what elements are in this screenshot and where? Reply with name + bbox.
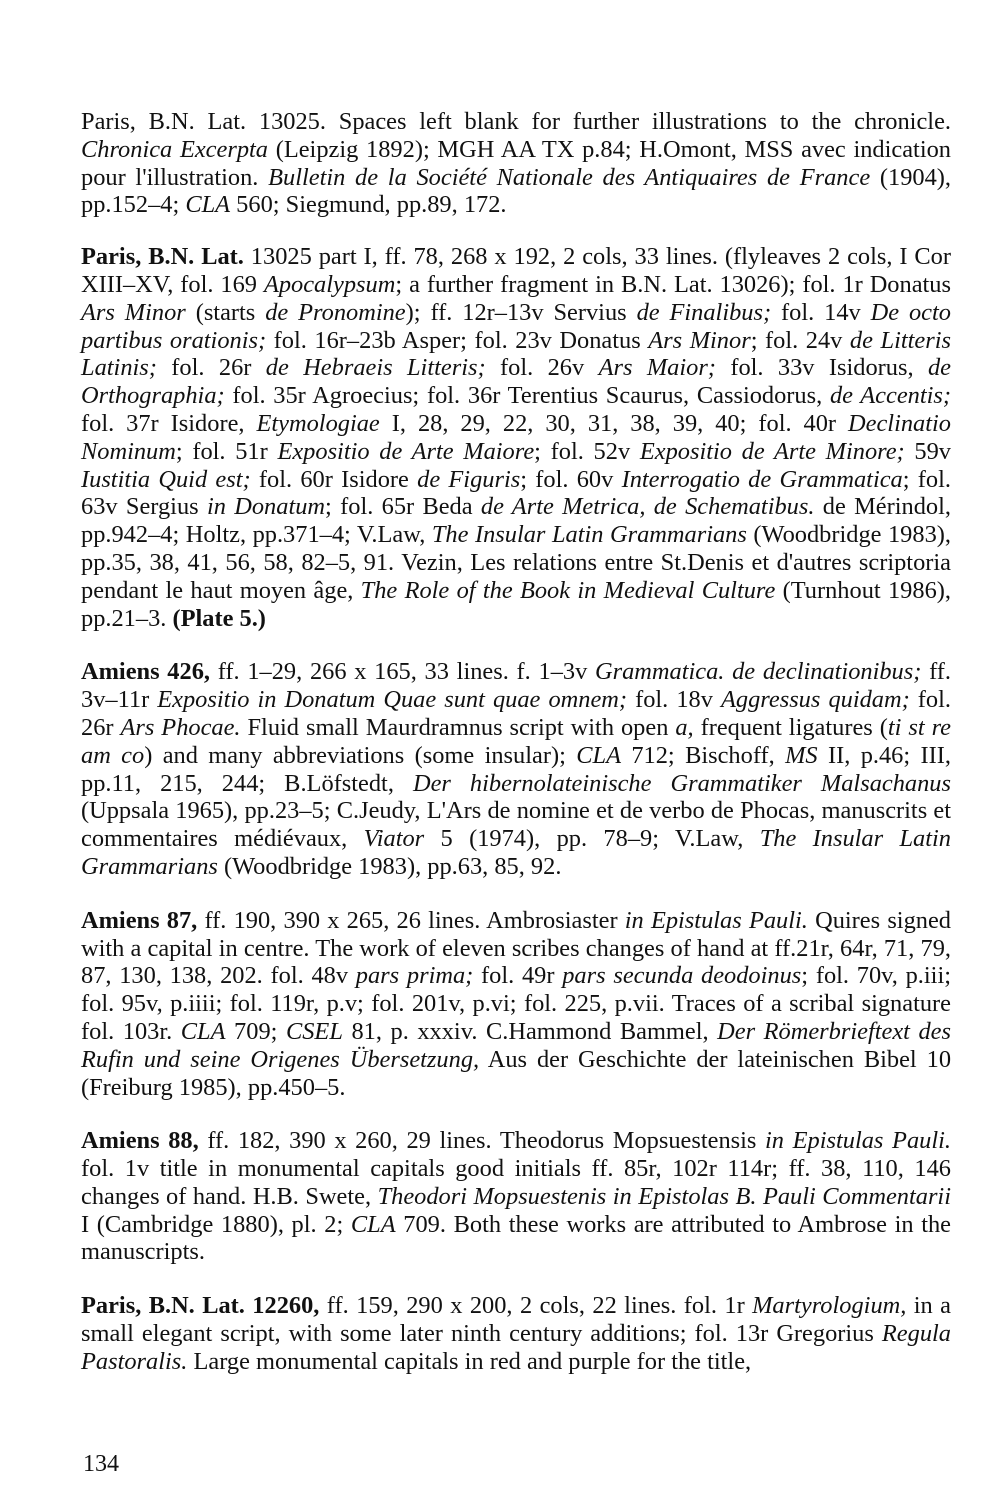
italic-title: de Arte Metrica, de Schematibus. bbox=[480, 493, 815, 521]
italic-title: Expositio in Donatum Quae sunt quae omnem; bbox=[157, 686, 628, 714]
entry-amiens-88 bbox=[81, 1127, 951, 1266]
italic-title: The Insular Latin Grammarians bbox=[81, 825, 951, 880]
entry-text: ; fol. 65r Beda bbox=[325, 493, 481, 521]
entry-text: (1904), pp.152–4; bbox=[81, 163, 951, 219]
entry-text: II, p.46; III, pp.11, 215, 244; B.Löfstedt, bbox=[81, 741, 951, 797]
italic-title: Viator bbox=[363, 825, 425, 853]
entry-text: Aus der Geschichte der lateinischen Bibel 10 (Freiburg 1985), pp.450–5. bbox=[81, 1045, 952, 1101]
entry-text: I, 28, 29, 22, 30, 31, 38, 39, 40; fol. 40r bbox=[379, 409, 849, 437]
entry-text: ff. 190, 390 x 265, 26 lines. Ambrosiaster bbox=[197, 906, 625, 934]
entry-text: I (Cambridge 1880), pl. 2; bbox=[81, 1210, 351, 1238]
italic-title: de Finalibus; bbox=[636, 298, 772, 326]
italic-title: Interrogatio de Grammatica bbox=[621, 465, 903, 493]
entry-text: fol. 37r Isidore, bbox=[81, 409, 257, 437]
italic-title: de Pronomine bbox=[265, 298, 406, 326]
shelfmark: Amiens 426, bbox=[81, 658, 210, 686]
entry-text: ff. 1–29, 266 x 165, 33 lines. f. 1–3v bbox=[210, 658, 595, 686]
italic-title: pars secunda deodoinus bbox=[562, 962, 802, 990]
italic-title: pars prima; bbox=[355, 962, 474, 990]
entry-text: 560; Siegmund, pp.89, 172. bbox=[230, 191, 507, 219]
entry-text: in a small elegant script, with some later ninth century additions; fol. 13r Gregorius bbox=[81, 1292, 951, 1348]
entry-text: (Turnhout 1986), pp.21–3. bbox=[81, 576, 951, 632]
italic-title: Ars Minor bbox=[648, 326, 751, 354]
entry-text: ; a further fragment in B.N. Lat. 13026); fol. 1r Donatus bbox=[395, 270, 951, 298]
entry-text: frequent ligatures ( bbox=[693, 713, 888, 741]
entry-text: ); ff. 12r–13v Servius bbox=[405, 298, 637, 326]
italic-title: Martyrologium, bbox=[752, 1292, 907, 1320]
entry-text: ff. 182, 390 x 260, 29 lines. Theodorus Mopsuestensis bbox=[198, 1127, 766, 1155]
entry-text: fol. 14v bbox=[771, 298, 871, 326]
entry-text: fol. 26r bbox=[81, 686, 951, 741]
entry-text: ; fol. 24v bbox=[750, 326, 850, 354]
entry-text: fol. 35r Agroecius; fol. 36r Terentius Scaurus, Cassiodorus, bbox=[224, 382, 830, 410]
italic-title: Ars Maior; bbox=[598, 354, 716, 382]
entry-text: ; fol. 60v bbox=[520, 465, 622, 493]
entry-text: ; fol. 63v Sergius bbox=[81, 465, 951, 521]
italic-title: Theodori Mopsuestenis in Epistolas B. Pauli Commentarii bbox=[377, 1182, 951, 1210]
italic-title: CLA bbox=[350, 1210, 396, 1238]
italic-title: ti st re am co bbox=[81, 713, 951, 769]
italic-title: de Litteris Latinis; bbox=[81, 326, 951, 382]
italic-title: Chronica Excerpta bbox=[81, 135, 268, 163]
entry-text: fol. 18v bbox=[627, 686, 721, 714]
italic-title: The Role of the Book in Medieval Culture bbox=[360, 576, 776, 604]
italic-title: in Epistulas Pauli. bbox=[624, 906, 808, 934]
entry-text: Paris, B.N. Lat. 13025. Spaces left blank for further illustrations to the chronicle. bbox=[81, 108, 951, 135]
entry-paris-13025 bbox=[81, 108, 951, 219]
italic-title: Etymologiae bbox=[256, 409, 380, 437]
entry-paris-13025-part-i bbox=[81, 243, 951, 632]
entry-text: fol. 26r bbox=[156, 354, 266, 382]
entry-text: 5 (1974), pp. 78–9; V.Law, bbox=[424, 825, 760, 853]
italic-title: Grammatica. de declinationibus; bbox=[595, 658, 922, 686]
entry-amiens-426 bbox=[81, 658, 951, 880]
entry-text: ) and many abbreviations (some insular); bbox=[144, 741, 577, 769]
shelfmark: Amiens 88, bbox=[81, 1127, 199, 1155]
entry-text: (starts bbox=[185, 298, 266, 326]
italic-title: de Figuris bbox=[417, 465, 521, 493]
entry-paris-12260 bbox=[81, 1292, 951, 1375]
italic-title: Der hibernolateinische Grammatiker Malsachanus bbox=[412, 769, 951, 797]
entry-text: fol. 60r Isidore bbox=[250, 465, 418, 493]
italic-title: Aggressus quidam; bbox=[721, 686, 910, 714]
entry-text: (Uppsala 1965), pp.23–5; C.Jeudy, L'Ars de nomine et de verbo de Phocas, manuscrits et commentaires médiévaux, bbox=[81, 797, 951, 853]
entry-text: (Woodbridge 1983), pp.63, 85, 92. bbox=[217, 852, 562, 880]
entry-text: fol. 1v title in monumental capitals good initials ff. 85r, 102r 114r; ff. 38, 110, 146 changes of hand. H.B. Swete, bbox=[81, 1155, 951, 1210]
italic-title: Iustitia Quid est; bbox=[81, 465, 251, 493]
italic-title: The Insular Latin Grammarians bbox=[431, 521, 747, 549]
italic-title: Expositio de Arte Maiore bbox=[277, 437, 535, 465]
italic-title: Bulletin de la Société Nationale des Antiquaires de France bbox=[268, 163, 871, 191]
shelfmark: Amiens 87, bbox=[81, 906, 198, 934]
page-body bbox=[81, 108, 951, 1402]
italic-title: Ars Phocae. bbox=[120, 713, 241, 741]
entry-text: ff. 3v–11r bbox=[81, 658, 951, 714]
entry-text: 709. Both these works are attributed to Ambrose in the manuscripts. bbox=[81, 1210, 952, 1266]
entry-text: fol. 26v bbox=[485, 354, 599, 382]
entry-text: (Woodbridge 1983), pp.35, 38, 41, 56, 58, 82–5, 91. Vezin, Les relations entre St.Denis et d'autres scriptoria pendant le haut moyen âge, bbox=[81, 521, 951, 604]
shelfmark: Paris, B.N. Lat. bbox=[81, 243, 244, 271]
italic-title: de Orthographia; bbox=[81, 354, 951, 410]
italic-title: CLA bbox=[185, 191, 231, 219]
entry-text: ; fol. 51r bbox=[175, 437, 278, 465]
entry-text: Quires signed with a capital in centre. The work of eleven scribes changes of hand at ff.21r, 64r, 71, 79, 87, 130, 138, 202. fol. 48v bbox=[81, 906, 951, 990]
entry-amiens-87 bbox=[81, 907, 951, 1102]
entry-text: ff. 159, 290 x 200, 2 cols, 22 lines. fol. 1r bbox=[319, 1292, 753, 1320]
entry-text: fol. 33v Isidorus, bbox=[715, 354, 928, 382]
entry-text: 712; Bischoff, bbox=[620, 741, 786, 769]
italic-title: Declinatio Nominum bbox=[81, 409, 952, 465]
entry-text: 81, p. xxxiv. C.Hammond Bammel, bbox=[342, 1017, 718, 1045]
italic-title: a, bbox=[675, 713, 694, 741]
italic-title: MS bbox=[785, 741, 818, 769]
entry-text: ; fol. 52v bbox=[534, 437, 640, 465]
italic-title: in Epistulas Pauli. bbox=[765, 1127, 951, 1155]
italic-title: Ars Minor bbox=[81, 298, 186, 326]
italic-title: Der Römerbrieftext des Rufin und seine Origenes Übersetzung, bbox=[81, 1017, 952, 1073]
page-number: 134 bbox=[83, 1451, 119, 1477]
entry-text: (Leipzig 1892); MGH AA TX p.84; H.Omont, MSS avec indication pour l'illustration. bbox=[81, 135, 951, 191]
italic-title: de Accentis; bbox=[829, 382, 952, 410]
shelfmark: (Plate 5.) bbox=[172, 604, 266, 632]
shelfmark: Paris, B.N. Lat. 12260, bbox=[81, 1292, 320, 1320]
entry-text: 13025 part I, ff. 78, 268 x 192, 2 cols, 33 lines. (flyleaves 2 cols, I Cor XIII–XV, fol. 169 bbox=[81, 243, 952, 298]
italic-title: in Donatum bbox=[206, 493, 326, 521]
entry-text: 709; bbox=[225, 1017, 286, 1045]
entry-text: fol. 16r–23b Asper; fol. 23v Donatus bbox=[266, 326, 649, 354]
italic-title: Regula Pastoralis. bbox=[81, 1320, 951, 1375]
italic-title: Apocalypsum bbox=[263, 270, 396, 298]
entry-text: Large monumental capitals in red and purple for the title, bbox=[187, 1347, 752, 1375]
italic-title: CSEL bbox=[285, 1017, 343, 1045]
italic-title: CLA bbox=[180, 1017, 226, 1045]
italic-title: Expositio de Arte Minore; bbox=[639, 437, 905, 465]
entry-text: de Mérindol, pp.942–4; Holtz, pp.371–4; V.Law, bbox=[81, 493, 951, 549]
entry-text: fol. 49r bbox=[473, 962, 563, 990]
entry-text: 59v bbox=[904, 437, 951, 465]
italic-title: CLA bbox=[576, 741, 621, 769]
entry-text: Fluid small Maurdramnus script with open bbox=[240, 713, 676, 741]
italic-title: de Hebraeis Litteris; bbox=[265, 354, 486, 382]
entry-text: ; fol. 70v, p.iii; fol. 95v, p.iiii; fol. 119r, p.v; fol. 201v, p.vi; fol. 225, p.vii. Traces of a scribal signature fol. 103r. bbox=[81, 962, 951, 1045]
italic-title: De octo partibus orationis; bbox=[81, 298, 951, 354]
